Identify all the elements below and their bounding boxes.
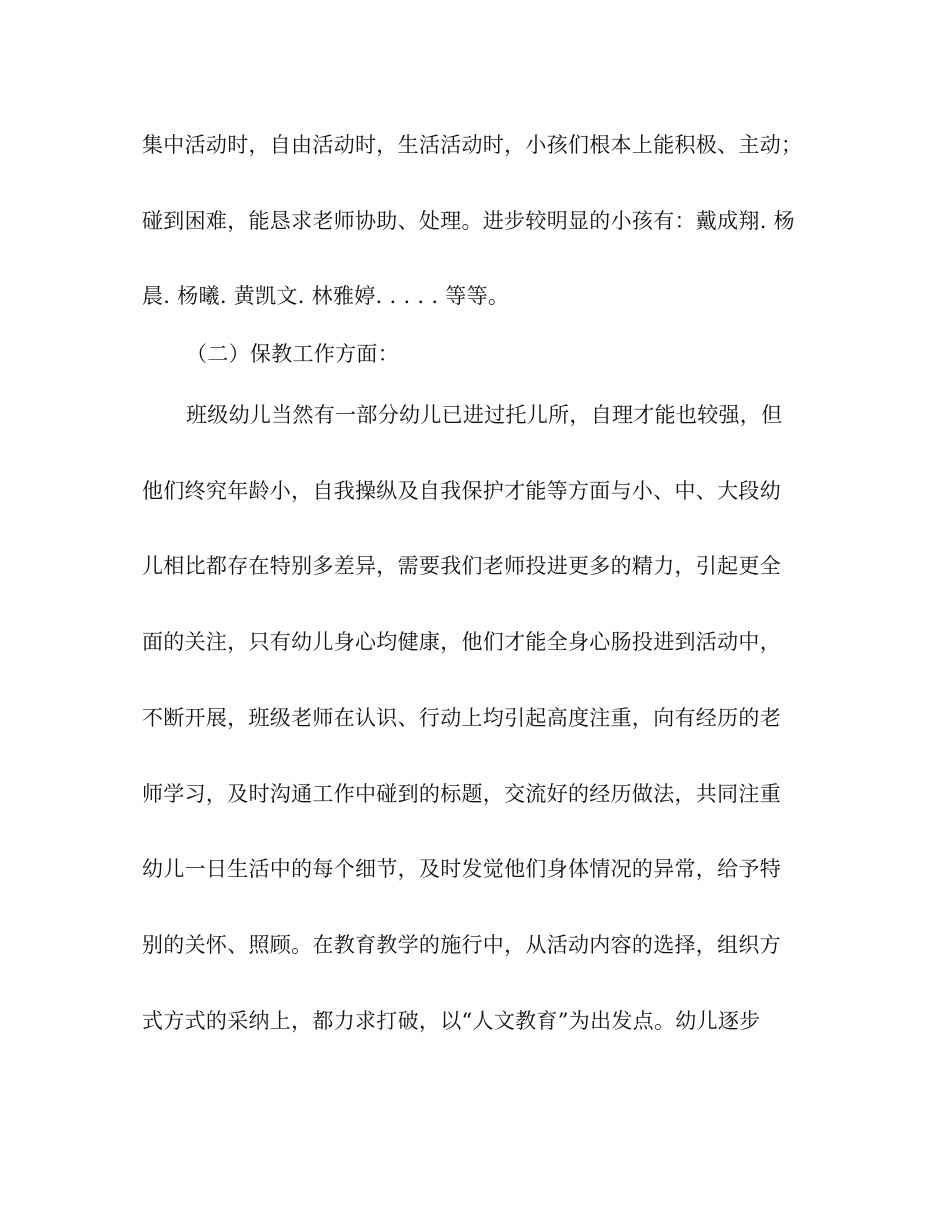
text-line: 儿相比都存在特别多差异，需要我们老师投进更多的精力，引起更全 [142, 554, 781, 578]
text-line: 幼儿一日生活中的每个细节，及时发觉他们身体情况的异常，给予特 [142, 857, 781, 881]
section-heading: （二）保教工作方面： [186, 342, 399, 366]
paragraph-first-line: 班级幼儿当然有一部分幼儿已进过托儿所，自理才能也较强，但 [186, 403, 783, 427]
text-line: 式方式的采纳上，都力求打破，以“人文教育”为出发点。幼儿逐步 [142, 1009, 761, 1033]
text-line: 集中活动时，自由活动时，生活活动时，小孩们根本上能积极、主动； [142, 133, 803, 157]
text-line: 面的关注，只有幼儿身心均健康，他们才能全身心肠投进到活动中， [142, 630, 781, 654]
text-line: 不断开展，班级老师在认识、行动上均引起高度注重，向有经历的老 [142, 706, 781, 730]
text-line: 晨. 杨曦. 黄凯文. 林雅婷. . . . . 等等。 [142, 284, 510, 308]
text-line: 他们终究年龄小，自我操纵及自我保护才能等方面与小、中、大段幼 [142, 479, 781, 503]
text-line: 师学习，及时沟通工作中碰到的标题，交流好的经历做法，共同注重 [142, 782, 781, 806]
text-line: 碰到困难，能恳求老师协助、处理。进步较明显的小孩有：戴成翔. 杨 [142, 209, 795, 233]
text-line: 别的关怀、照顾。在教育教学的施行中，从活动内容的选择，组织方 [142, 933, 781, 957]
